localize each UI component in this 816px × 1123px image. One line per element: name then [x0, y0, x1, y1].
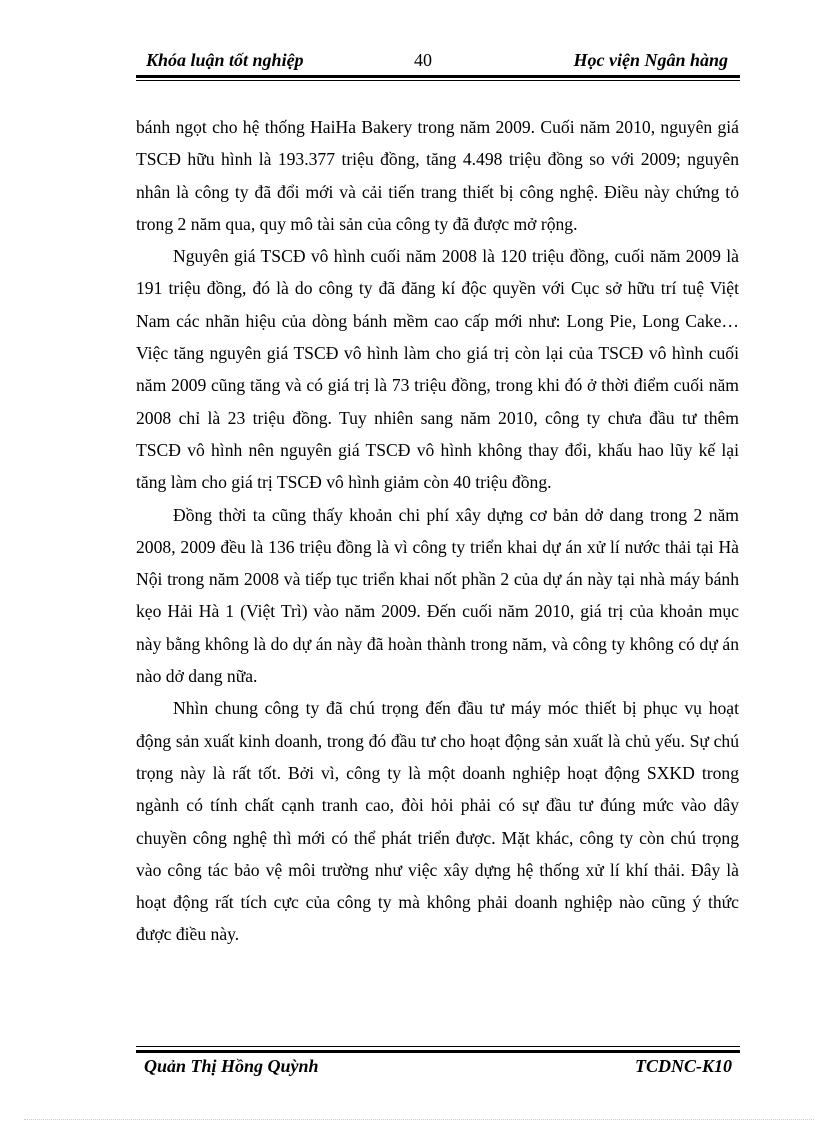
paragraph-4: Nhìn chung công ty đã chú trọng đến đầu tư máy móc thiết bị phục vụ hoạt động sản xuất kinh doanh, trong đó đầu tư cho hoạt động sản xuất là chủ yếu. Sự chú trọng này là rất tốt. Bởi vì, công ty là một doanh nghiệp hoạt động SXKD trong ngành có tính chất cạnh tranh cao, đòi hỏi phải có sự đầu tư đúng mức vào dây chuyền công nghệ thì mới có thể phát triển được. Mặt khác, công ty còn chú trọng vào công tác bảo vệ môi trường như việc xây dựng hệ thống xử lí khí thải. Đây là hoạt động rất tích cực của công ty mà không phải doanh nghiệp nào cũng ý thức được điều này.	[136, 698, 739, 945]
header-institution: Học viện Ngân hàng	[573, 50, 728, 70]
page-header	[136, 46, 740, 74]
header-thesis-title: Khóa luận tốt nghiệp	[146, 50, 304, 70]
page-footer	[136, 1052, 740, 1080]
footer-rule-thin	[136, 1046, 740, 1047]
footer-author: Quản Thị Hồng Quỳnh	[144, 1056, 319, 1076]
header-rule-thin	[136, 80, 740, 81]
page-number: 40	[414, 50, 432, 70]
paragraph-1: bánh ngọt cho hệ thống HaiHa Bakery trong năm 2009. Cuối năm 2010, nguyên giá TSCĐ hữu hình là 193.377 triệu đồng, tăng 4.498 triệu đồng so với 2009; nguyên nhân là công ty đã đổi mới và cải tiến trang thiết bị công nghệ. Điều này chứng tỏ trong 2 năm qua, quy mô tài sản của công ty đã được mở rộng.	[136, 117, 739, 234]
footer-class-code: TCDNC-K10	[634, 1056, 732, 1076]
paragraph-3: Đồng thời ta cũng thấy khoản chi phí xây dựng cơ bản dở dang trong 2 năm 2008, 2009 đều là 136 triệu đồng là vì công ty triển khai dự án xử lí nước thải tại Hà Nội trong năm 2008 và tiếp tục triển khai nốt phần 2 của dự án này tại nhà máy bánh kẹo Hải Hà 1 (Việt Trì) vào năm 2009. Đến cuối năm 2010, giá trị của khoản mục này bằng không là do dự án này đã hoàn thành trong năm, và công ty không có dự án nào dở dang nữa.	[136, 504, 739, 687]
page-body	[136, 111, 739, 951]
page-edge-divider	[24, 1119, 814, 1120]
paragraph-2: Nguyên giá TSCĐ vô hình cuối năm 2008 là 120 triệu đồng, cuối năm 2009 là 191 triệu đồng, đó là do công ty đã đăng kí độc quyền với Cục sở hữu trí tuệ Việt Nam các nhãn hiệu của dòng bánh mềm cao cấp mới như: Long Pie, Long Cake…Việc tăng nguyên giá TSCĐ vô hình làm cho giá trị còn lại của TSCĐ vô hình cuối năm 2009 cũng tăng và có giá trị là 73 triệu đồng, trong khi đó ở thời điểm cuối năm 2008 chỉ là 23 triệu đồng. Tuy nhiên sang năm 2010, công ty chưa đầu tư thêm TSCĐ vô hình nên nguyên giá TSCĐ vô hình không thay đổi, khấu hao lũy kế lại tăng làm cho giá trị TSCĐ vô hình giảm còn 40 triệu đồng.	[136, 246, 739, 493]
header-rule-thick	[136, 75, 740, 78]
